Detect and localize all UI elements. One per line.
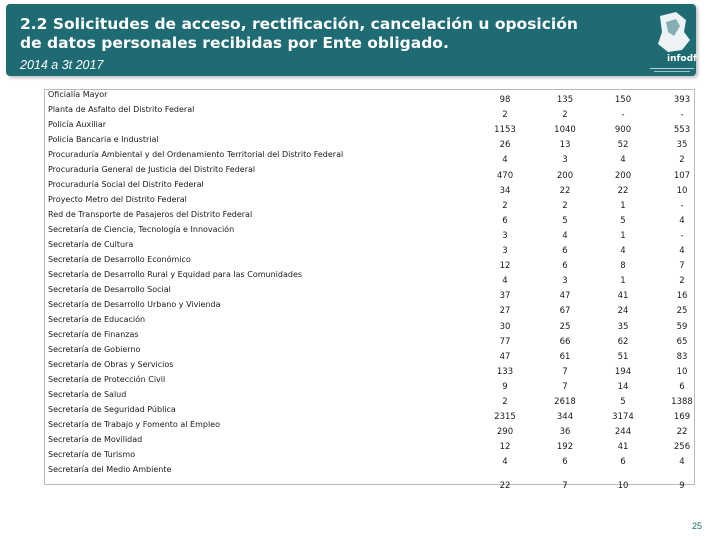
table-cell: 133 — [496, 366, 514, 377]
table-cell: 22 — [559, 185, 571, 196]
table-cell: 36 — [559, 427, 571, 438]
logo-wordmark: infodf — [667, 54, 697, 64]
table-cell: 107 — [673, 170, 691, 181]
table-cell: 83 — [676, 351, 688, 362]
entity-name: Secretaría de Desarrollo Rural y Equidad para las Comunidades — [48, 270, 303, 279]
table-cell: 26 — [499, 140, 511, 151]
table-cell: 6 — [562, 246, 568, 256]
table-cell: - — [621, 110, 625, 121]
table-cell: 4 — [679, 457, 685, 468]
table-cell: 14 — [617, 381, 629, 392]
table-cell: 12 — [499, 261, 511, 272]
entity-name: Oficialía Mayor — [48, 90, 108, 99]
table-cell: 35 — [617, 321, 629, 332]
table-cell: 135 — [556, 95, 574, 105]
table-cell: 9 — [502, 381, 508, 392]
entity-name: Procuraduría General de Justicia del Distrito Federal — [48, 165, 256, 174]
infodf-logo-icon — [646, 10, 698, 74]
page-number: 25 — [692, 521, 703, 531]
entity-name: Procuraduría Social del Distrito Federal — [48, 180, 204, 189]
table-cell: 2 — [502, 200, 508, 211]
entity-name: Secretaría de Obras y Servicios — [48, 360, 174, 369]
table-cell: 4 — [562, 230, 568, 241]
table-cell: 1 — [620, 230, 626, 241]
table-cell: 47 — [559, 291, 571, 302]
entity-name: Secretaría de Ciencia, Tecnología e Innovación — [48, 225, 235, 234]
table-cell: 27 — [499, 306, 511, 317]
table-cell: 4 — [502, 457, 508, 468]
table-cell: 35 — [676, 140, 688, 151]
table-cell: 344 — [556, 412, 574, 423]
table-cell: 6 — [562, 261, 568, 272]
table-cell: 244 — [614, 427, 632, 438]
table-cell: 24 — [617, 306, 629, 317]
table-cell: 22 — [499, 480, 511, 491]
table-cell: - — [680, 200, 684, 211]
table-cell: 256 — [673, 442, 691, 453]
table-cell: 25 — [559, 321, 571, 332]
table-cell: 61 — [559, 351, 571, 362]
entity-name: Secretaría de Protección Civil — [48, 375, 166, 384]
entity-name: Secretaría de Seguridad Pública — [48, 405, 176, 414]
table-cell: 192 — [556, 442, 574, 453]
table-cell: 41 — [617, 442, 629, 453]
table-cell: 65 — [676, 336, 688, 347]
table-cell: - — [680, 230, 684, 241]
table-cell: 1388 — [671, 397, 693, 407]
table-cell: 13 — [559, 140, 571, 151]
table-cell: 77 — [499, 336, 511, 347]
table-cell: 3174 — [612, 412, 634, 423]
table-cell: 1153 — [494, 125, 516, 136]
table-cell: 1 — [620, 200, 626, 211]
entity-name: Secretaría de Turismo — [48, 450, 136, 459]
entity-name: Red de Transporte de Pasajeros del Distrito Federal — [48, 210, 253, 219]
entity-name: Procuraduría Ambiental y del Ordenamiento Territorial del Distrito Federal — [48, 150, 344, 159]
table-cell: 2 — [679, 276, 685, 287]
entity-name: Secretaría de Desarrollo Económico — [48, 255, 191, 264]
entity-name: Secretaría de Educación — [48, 315, 146, 324]
table-cell: 7 — [679, 261, 685, 272]
table-cell: 393 — [673, 95, 691, 105]
entity-name: Secretaría de Trabajo y Fomento al Empleo — [48, 420, 220, 429]
table-cell: 22 — [676, 427, 688, 438]
table-cell: 7 — [562, 366, 568, 377]
table-cell: 3 — [502, 230, 508, 241]
table-cell: 4 — [620, 246, 626, 256]
table-cell: 10 — [676, 185, 688, 196]
table-cell: 4 — [502, 276, 508, 287]
table-cell: 6 — [562, 457, 568, 468]
entity-name: Secretaría del Medio Ambiente — [48, 465, 172, 474]
table-cell: 51 — [617, 351, 629, 362]
table-cell: 3 — [562, 276, 568, 287]
table-cell: 900 — [614, 125, 632, 136]
table-cell: 62 — [617, 336, 629, 347]
table-cell: 2 — [562, 200, 568, 211]
table-cell: 3 — [502, 246, 508, 256]
table-cell: 2 — [562, 110, 568, 121]
table-cell: 169 — [673, 412, 691, 423]
table-cell: 5 — [562, 215, 568, 226]
table-cell: 200 — [556, 170, 574, 181]
entity-name: Proyecto Metro del Distrito Federal — [48, 195, 187, 204]
table-cell: 98 — [499, 95, 511, 105]
entity-name: Secretaría de Gobierno — [48, 345, 141, 354]
table-cell: 67 — [559, 306, 571, 317]
table-cell: 34 — [499, 185, 511, 196]
table-cell: 12 — [499, 442, 511, 453]
table-cell: 1 — [620, 276, 626, 287]
table-cell: 47 — [499, 351, 511, 362]
table-cell: 3 — [562, 155, 568, 166]
table-cell: 2315 — [494, 412, 516, 423]
entity-name: Secretaría de Finanzas — [48, 330, 139, 339]
table-cell: 4 — [502, 155, 508, 166]
page-title: 2.2 Solicitudes de acceso, rectificación, cancelación u oposición de datos personales recibidas por Ente obligado. — [20, 15, 578, 52]
table-cell: 553 — [673, 125, 691, 136]
entity-name: Policía Auxiliar — [48, 120, 107, 129]
table-cell: 2618 — [554, 397, 576, 407]
table-cell: 7 — [562, 480, 568, 491]
table-cell: 66 — [559, 336, 571, 347]
table-cell: 10 — [676, 366, 688, 377]
table-cell: 59 — [676, 321, 688, 332]
table-cell: 4 — [679, 215, 685, 226]
table-cell: 52 — [617, 140, 629, 151]
table-cell: 9 — [679, 480, 685, 491]
table-cell: 150 — [614, 95, 632, 105]
header-banner — [6, 4, 696, 76]
table-cell: 7 — [562, 381, 568, 392]
table-cell: 2 — [502, 397, 508, 407]
table-cell: 5 — [620, 215, 626, 226]
table-cell: 37 — [499, 291, 511, 302]
entity-name: Secretaría de Desarrollo Urbano y Vivienda — [48, 300, 221, 309]
table-cell: 22 — [617, 185, 629, 196]
table-cell: 2 — [502, 110, 508, 121]
table-cell: 41 — [617, 291, 629, 302]
table-cell: 290 — [496, 427, 514, 438]
entity-name: Planta de Asfalto del Distrito Federal — [48, 105, 195, 114]
table-cell: 6 — [679, 381, 685, 392]
table-cell: 10 — [617, 480, 629, 491]
table-cell: 1040 — [554, 125, 576, 136]
table-cell: 5 — [620, 397, 626, 407]
table-cell: 6 — [502, 215, 508, 226]
table-cell: 4 — [620, 155, 626, 166]
table-cell: 8 — [620, 261, 626, 272]
table-cell: 6 — [620, 457, 626, 468]
entity-name: Policía Bancaria e Industrial — [48, 135, 159, 144]
table-cell: - — [680, 110, 684, 121]
table-cell: 4 — [679, 246, 685, 256]
page-subtitle: 2014 a 3t 2017 — [20, 58, 104, 72]
entity-name: Secretaría de Desarrollo Social — [48, 285, 171, 294]
entity-name: Secretaría de Cultura — [48, 240, 134, 249]
table-cell: 200 — [614, 170, 632, 181]
table-cell: 30 — [499, 321, 511, 332]
table-cell: 25 — [676, 306, 688, 317]
table-cell: 16 — [676, 291, 688, 302]
table-cell: 470 — [496, 170, 514, 181]
table-cell: 194 — [614, 366, 632, 377]
entity-name: Secretaría de Movilidad — [48, 435, 143, 444]
entity-name: Secretaría de Salud — [48, 390, 127, 399]
table-cell: 2 — [679, 155, 685, 166]
